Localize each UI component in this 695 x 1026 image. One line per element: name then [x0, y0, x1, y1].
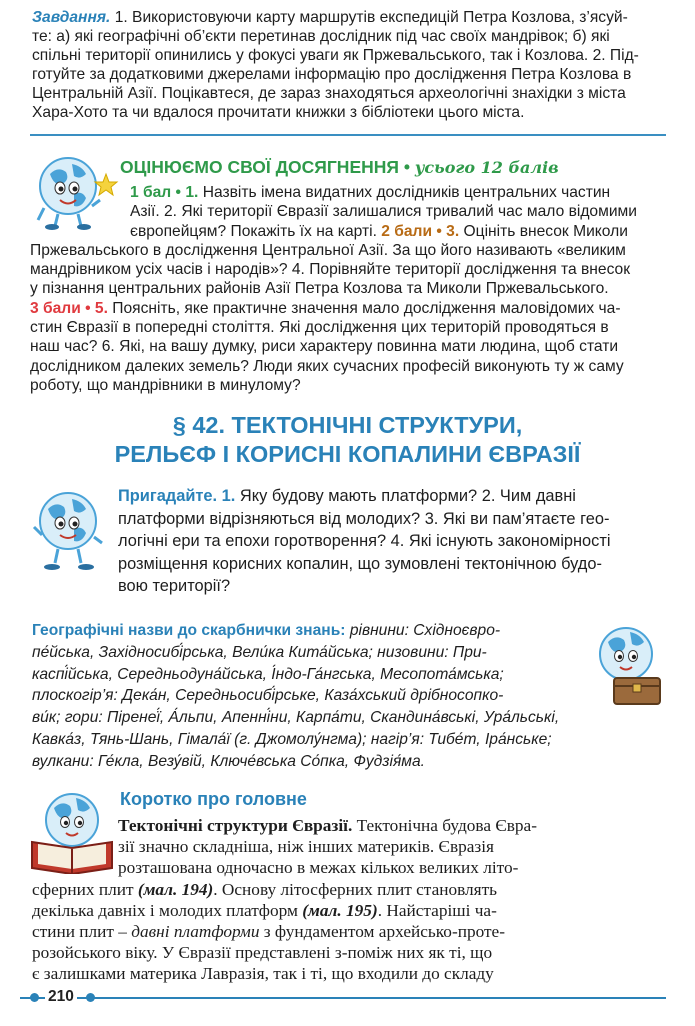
summary-title: Коротко про головне: [120, 789, 307, 809]
assess-line: мандрівником усіх часів і народів»? 4. Порівняйте території дослідження та внесок: [30, 261, 631, 279]
assess-line: європейцям? Покажіть їх на карті.: [130, 222, 382, 240]
summary-line: . Найстаріші ча-: [377, 900, 497, 920]
summary-line: сферних плит: [32, 879, 138, 899]
points-1: 1 бал • 1.: [130, 184, 199, 201]
summary-block: [32, 815, 537, 985]
task-line: Хара-Хото та чи вдалося прочитати книжки з бібліотеки цього міста.: [32, 104, 525, 121]
assess-line: Оцініть внесок Миколи: [459, 222, 628, 240]
page-number: 210: [45, 988, 77, 1006]
assess-line: наш час? 6. Які, на вашу думку, риси характеру повинна мати людина, щоб стати: [30, 338, 619, 356]
geo-line: вулкани: Ге́кла, Везу́вій, Ключе́вська Со́пка, Фудзія́ма.: [32, 752, 426, 770]
assess-title: [120, 157, 559, 178]
figure-ref: (мал. 195): [302, 900, 378, 920]
remember-line: вою території?: [118, 577, 231, 595]
remember-line: Яку будову мають платформи? 2. Чим давні: [235, 487, 576, 505]
geo-line: плоскогір’я: Дека́н, Середньосибі́рське, Каза́хський дрібносопко-: [32, 687, 504, 705]
globe-mascot-chest-icon: [590, 620, 668, 708]
section-title-line: § 42. ТЕКТОНІЧНІ СТРУКТУРИ,: [172, 412, 523, 438]
assess-line: роботу, що мандрівники в минулому?: [30, 376, 301, 394]
summary-line: зії значно складніша, ніж інших материків. Євразія: [118, 837, 495, 857]
term: давні платформи: [131, 922, 260, 942]
globe-mascot-book-icon: [26, 786, 116, 874]
summary-heading: Тектонічні структури Євразії.: [118, 816, 353, 835]
task-line: готуйте за додатковими джерелами інформацію про дослідження Петра Козлова в: [32, 66, 632, 83]
assess-line: дослідником далеких земель? Люди яких сучасних професій виконують ту ж саму: [30, 357, 624, 375]
section-title: [0, 411, 695, 469]
assess-line: Азії. 2. Які території Євразії залишалися тривалий час мало відомими: [130, 203, 637, 221]
remember-line: платформи відрізняються від молодих? 3. Які ви пам’ятаєте гео-: [118, 509, 610, 528]
points-3: 3 бали • 5.: [30, 299, 108, 317]
assess-line: у пізнання центральних районів Азії Петра Козлова та Миколи Пржевальського.: [30, 280, 609, 298]
summary-line: є залишками материка Лавразія, так і ті, що входили до складу: [32, 964, 494, 984]
assess-block: [30, 183, 637, 395]
remember-line: логічні ери та епохи горотворення? 4. Які існують закономірності: [118, 532, 611, 550]
points-2: 2 бали • 3.: [381, 222, 460, 240]
summary-line: стини плит –: [32, 922, 132, 942]
assess-line: Пржевальського в дослідження Центральної Азії. За що його називають «великим: [30, 241, 626, 259]
assess-subtitle: усього 12 балів: [414, 158, 559, 177]
summary-line: з фундаментом архейсько-проте-: [259, 922, 505, 942]
geo-line: пе́йська, Західносибі́рська, Вели́ка Кита́йська; низовини: При-: [32, 643, 487, 661]
assess-heading: ОЦІНЮЄМО СВОЇ ДОСЯГНЕННЯ: [120, 157, 399, 177]
section-title-line: РЕЛЬЄФ І КОРИСНІ КОПАЛИНИ ЄВРАЗІЇ: [114, 441, 581, 467]
globe-mascot-icon: [26, 483, 112, 573]
divider: [30, 134, 666, 136]
geo-line: ви́к; гори: Піренеї́, А́льпи, Апенні́ни, Карпа́ти, Скандина́вські, Ура́льські,: [32, 709, 560, 727]
summary-line: декілька давніх і молодих платформ: [32, 900, 303, 920]
remember-heading: Пригадайте. 1.: [118, 487, 236, 505]
footer-dot: [86, 993, 95, 1002]
geo-line: каспі́йська, Середньодуна́йська, І́ндо-Га́нгська, Месопота́мська;: [32, 665, 504, 683]
summary-line: розташована одночасно в межах кількох великих літо-: [118, 858, 519, 878]
assess-line: стин Євразії в попередні століття. Які дослідження цих територій проводяться в: [30, 319, 609, 337]
geo-line: рівнини: Східноєвро-: [345, 622, 501, 639]
remember-block: [118, 485, 611, 598]
remember-line: розміщення корисних копалин, що зумовлені тектонічною будо-: [118, 554, 602, 573]
task-line: спільні території опинились у фокусі уваги як Пржевальського, так і Козлова. 2. Під-: [32, 47, 639, 64]
task-line: Центральній Азії. Поцікавтеся, де зараз знаходяться археологічні знахідки з міста: [32, 85, 626, 102]
assess-line: Назвіть імена видатних дослідників центральних частин: [198, 184, 611, 201]
geo-line: Кавка́з, Тянь-Шань, Гімала́ї (г. Джомолу́нгма); нагір’я: Тибе́т, Іра́нське;: [32, 730, 552, 748]
summary-line: розойського віку. У Євразії представлені з-поміж них як ті, що: [32, 943, 493, 963]
assess-line: Поясніть, яке практичне значення мало дослідження маловідомих ча-: [107, 299, 621, 317]
summary-line: Тектонічна будова Євра-: [352, 816, 537, 835]
assess-separator: •: [398, 157, 415, 177]
summary-line: . Основу літосферних плит становлять: [213, 879, 498, 899]
task-line: 1. Використовуючи карту маршрутів експедицій Петра Козлова, з’ясуй-: [110, 9, 628, 26]
task-block: [32, 8, 639, 122]
geo-heading: Географічні назви до скарбнички знань:: [32, 622, 346, 639]
footer-dot: [30, 993, 39, 1002]
footer-rule: [20, 997, 666, 999]
geo-names-block: [32, 620, 559, 773]
figure-ref: (мал. 194): [137, 879, 214, 899]
task-heading: Завдання.: [32, 9, 111, 26]
task-line: те: а) які географічні об’єкти перетинав дослідник під час своїх мандрівок; б) які: [32, 28, 610, 45]
